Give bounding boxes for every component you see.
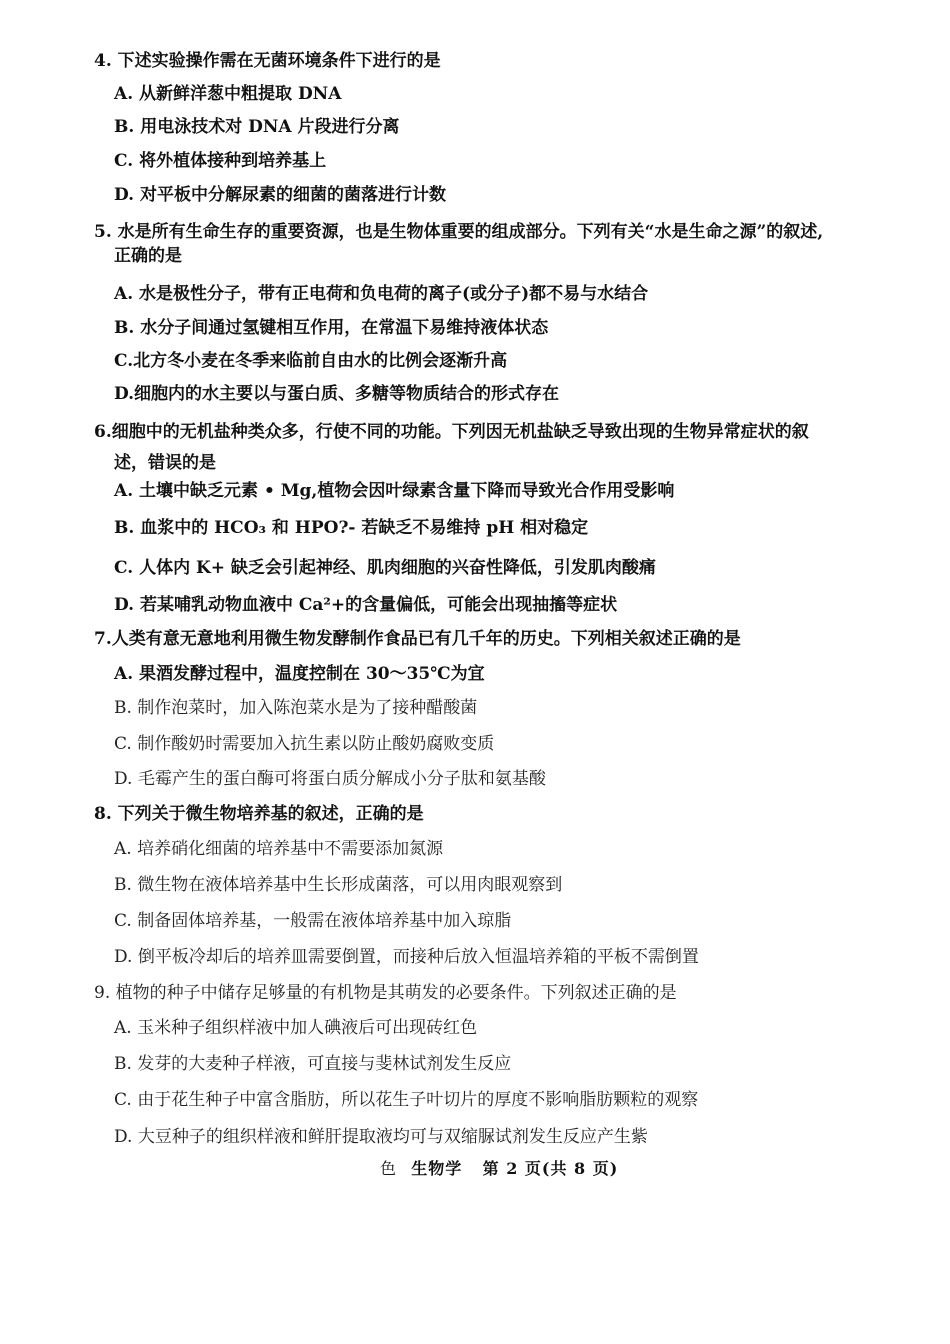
question-8-option-d: D. 倒平板冷却后的培养皿需要倒置，而接种后放入恒温培养箱的平板不需倒置 [114,947,699,967]
question-8-stem: 8. 下列关于微生物培养基的叙述，正确的是 [94,804,424,824]
footer-continuation-char: 色 [380,1159,397,1178]
question-6-option-a: A. 土壤中缺乏元素 • Mg,植物会因叶绿素含量下降而导致光合作用受影响 [114,481,675,501]
question-9-option-c: C. 由于花生种子中富含脂肪，所以花生子叶切片的厚度不影响脂肪颗粒的观察 [114,1090,699,1110]
question-5-option-b: B. 水分子间通过氢键相互作用，在常温下易维持液体状态 [114,318,549,338]
question-9-option-b: B. 发芽的大麦种子样液，可直接与斐林试剂发生反应 [114,1054,512,1074]
question-9-stem: 9. 植物的种子中储存足够量的有机物是其萌发的必要条件。下列叙述正确的是 [94,983,677,1003]
question-4-option-b: B. 用电泳技术对 DNA 片段进行分离 [114,117,400,137]
question-5-option-a: A. 水是极性分子，带有正电荷和负电荷的离子(或分子)都不易与水结合 [114,284,649,304]
question-8-option-c: C. 制备固体培养基，一般需在液体培养基中加入琼脂 [114,911,512,931]
question-6-stem-line1: 6.细胞中的无机盐种类众多，行使不同的功能。下列因无机盐缺乏导致出现的生物异常症状的叙 [94,422,809,442]
question-5-stem-line1: 5. 水是所有生命生存的重要资源，也是生物体重要的组成部分。下列有关“水是生命之源”的叙述, [94,222,824,242]
question-7-option-a: A. 果酒发酵过程中，温度控制在 30～35℃为宜 [114,664,485,684]
question-8-option-a: A. 培养硝化细菌的培养基中不需要添加氮源 [114,839,444,859]
question-6-option-c: C. 人体内 K+ 缺乏会引起神经、肌肉细胞的兴奋性降低，引发肌肉酸痛 [114,558,656,578]
page-footer [380,1158,618,1180]
question-5-stem-line2: 正确的是 [114,246,182,266]
footer-page-number: 第 2 页(共 8 页) [482,1159,619,1178]
question-7-option-d: D. 毛霉产生的蛋白酶可将蛋白质分解成小分子肽和氨基酸 [114,769,546,789]
question-4-option-a: A. 从新鲜洋葱中粗提取 DNA [114,84,342,104]
question-4-stem: 4. 下述实验操作需在无菌环境条件下进行的是 [94,51,441,71]
question-6-option-b: B. 血浆中的 HCO₃ 和 HPO?- 若缺乏不易维持 pH 相对稳定 [114,518,589,538]
question-8-option-b: B. 微生物在液体培养基中生长形成菌落，可以用肉眼观察到 [114,875,563,895]
question-6-option-d: D. 若某哺乳动物血液中 Ca²+的含量偏低，可能会出现抽搐等症状 [114,595,618,615]
question-5-option-c: C.北方冬小麦在冬季来临前自由水的比例会逐渐升高 [114,351,508,371]
question-7-option-c: C. 制作酸奶时需要加入抗生素以防止酸奶腐败变质 [114,734,495,754]
question-4-option-d: D. 对平板中分解尿素的细菌的菌落进行计数 [114,185,446,205]
question-5-option-d: D.细胞内的水主要以与蛋白质、多糖等物质结合的形式存在 [114,384,560,404]
question-7-stem: 7.人类有意无意地利用微生物发酵制作食品已有几千年的历史。下列相关叙述正确的是 [94,629,741,649]
question-4-option-c: C. 将外植体接种到培养基上 [114,151,327,171]
footer-subject: 生物学 [411,1159,463,1178]
question-7-option-b: B. 制作泡菜时，加入陈泡菜水是为了接种醋酸菌 [114,698,478,718]
question-9-option-d: D. 大豆种子的组织样液和鲜肝提取液均可与双缩脲试剂发生反应产生紫 [114,1127,648,1147]
question-6-stem-line2: 述，错误的是 [114,453,216,473]
question-9-option-a: A. 玉米种子组织样液中加人碘液后可出现砖红色 [114,1018,478,1038]
